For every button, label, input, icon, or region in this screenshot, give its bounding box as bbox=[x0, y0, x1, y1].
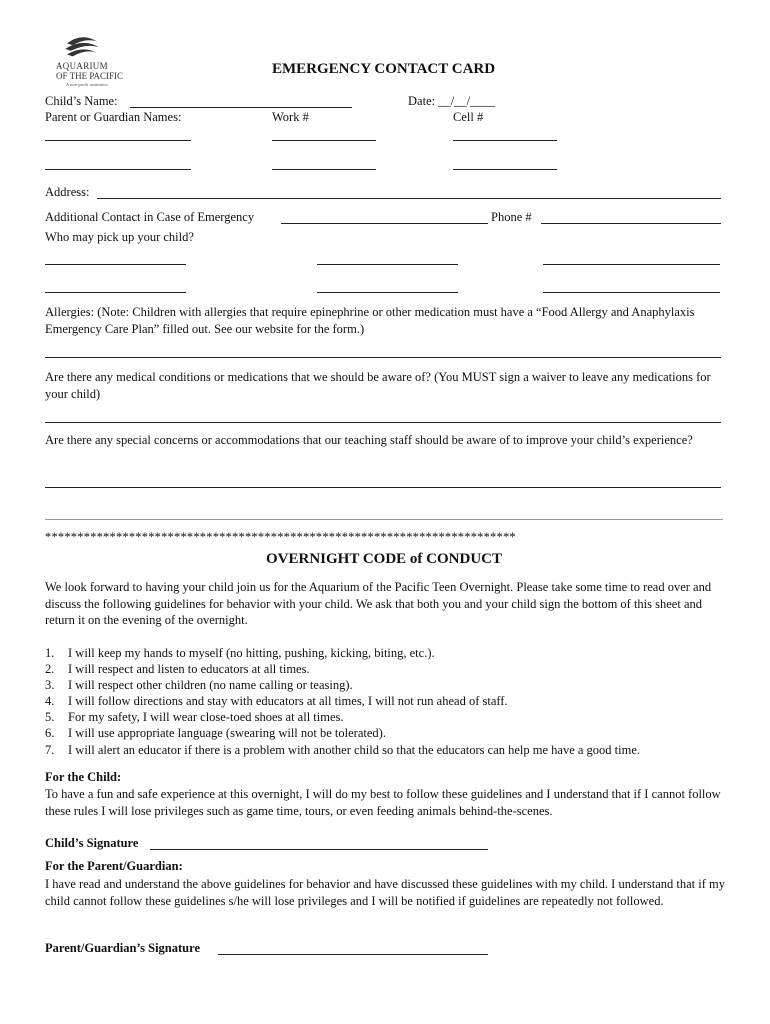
parent-name-field-2[interactable] bbox=[45, 169, 191, 170]
list-item: 7. I will alert an educator if there is a problem with another child so that the educators can help me have a good time. bbox=[45, 743, 641, 757]
list-item: 4. I will follow directions and stay with educators at all times, I will not run ahead of staff. bbox=[45, 694, 508, 708]
parent-text: I have read and understand the above guidelines for behavior and have discussed these guidelines with my child. I understand that if my child cannot follow these guidelines s/he will lose privileges and I will be notified if guidelines are repeatedly not followed. bbox=[45, 877, 726, 908]
child-heading: For the Child: bbox=[45, 770, 122, 784]
divider-line bbox=[45, 519, 723, 520]
list-item: 2. I will respect and listen to educators at all times. bbox=[45, 662, 310, 676]
logo-subname: OF THE PACIFIC bbox=[56, 71, 124, 81]
pickup-field-4[interactable] bbox=[45, 292, 186, 293]
parent-names-label: Parent or Guardian Names: bbox=[45, 110, 182, 124]
card-title: EMERGENCY CONTACT CARD bbox=[272, 61, 496, 77]
pickup-field-1[interactable] bbox=[45, 264, 186, 265]
pickup-field-3[interactable] bbox=[543, 264, 720, 265]
list-item: 1. I will keep my hands to myself (no hitting, pushing, kicking, biting, etc.). bbox=[45, 646, 435, 660]
child-signature-field[interactable] bbox=[150, 849, 488, 850]
address-field[interactable] bbox=[97, 198, 721, 199]
work-field-1[interactable] bbox=[272, 140, 376, 141]
list-item: 6. I will use appropriate language (swearing will not be tolerated). bbox=[45, 726, 386, 740]
additional-contact-field[interactable] bbox=[281, 223, 488, 224]
conduct-intro: We look forward to having your child join us for the Aquarium of the Pacific Teen Overnight. Please take some time to read over and discuss the following guidelines for behavior with your child. We ask that both you and your child sign the bottom of this sheet and return it on the evening of the overnight. bbox=[45, 580, 712, 627]
work-field-2[interactable] bbox=[272, 169, 376, 170]
wave-icon bbox=[52, 34, 112, 62]
allergies-field[interactable] bbox=[45, 357, 721, 358]
pickup-field-6[interactable] bbox=[543, 292, 720, 293]
list-item: 5. For my safety, I will wear close-toed shoes at all times. bbox=[45, 710, 344, 724]
pickup-field-5[interactable] bbox=[317, 292, 458, 293]
separator-stars: ************************************************************************* bbox=[45, 530, 516, 544]
parent-signature-label: Parent/Guardian’s Signature bbox=[45, 941, 200, 955]
pickup-label: Who may pick up your child? bbox=[45, 230, 194, 244]
allergies-text: Allergies: (Note: Children with allergies that require epinephrine or other medication must have a “Food Allergy and Anaphylaxis Emergency Care Plan” filled out. See our website for the form.) bbox=[45, 305, 695, 336]
date-label: Date: __/__/____ bbox=[408, 94, 496, 108]
pickup-field-2[interactable] bbox=[317, 264, 458, 265]
medical-text: Are there any medical conditions or medications that we should be aware of? (You MUST sign a waiver to leave any medications for your child) bbox=[45, 370, 711, 401]
childs-name-field[interactable] bbox=[130, 107, 352, 108]
medical-field[interactable] bbox=[45, 422, 721, 423]
list-item: 3. I will respect other children (no name calling or teasing). bbox=[45, 678, 353, 692]
parent-heading: For the Parent/Guardian: bbox=[45, 859, 183, 873]
parent-signature-field[interactable] bbox=[218, 954, 488, 955]
work-label: Work # bbox=[272, 110, 309, 124]
conduct-title: OVERNIGHT CODE of CONDUCT bbox=[266, 551, 502, 567]
cell-field-2[interactable] bbox=[453, 169, 557, 170]
phone-label: Phone # bbox=[491, 210, 532, 224]
parent-name-field-1[interactable] bbox=[45, 140, 191, 141]
logo-name: AQUARIUM bbox=[56, 61, 108, 71]
logo-tagline: A non-profit institution bbox=[66, 82, 108, 87]
cell-label: Cell # bbox=[453, 110, 484, 124]
child-text: To have a fun and safe experience at this overnight, I will do my best to follow these guidelines and I understand that if I cannot follow these rules I will lose privileges such as game time, tours, or even feeding animals behind-the-scenes. bbox=[45, 787, 721, 818]
additional-contact-label: Additional Contact in Case of Emergency bbox=[45, 210, 255, 224]
concerns-text: Are there any special concerns or accommodations that our teaching staff should be aware of to improve your child’s experience? bbox=[45, 433, 693, 447]
childs-name-label: Child’s Name: bbox=[45, 94, 118, 108]
address-label: Address: bbox=[45, 185, 90, 199]
concerns-field[interactable] bbox=[45, 487, 721, 488]
phone-field[interactable] bbox=[541, 223, 721, 224]
child-signature-label: Child’s Signature bbox=[45, 836, 139, 850]
cell-field-1[interactable] bbox=[453, 140, 557, 141]
